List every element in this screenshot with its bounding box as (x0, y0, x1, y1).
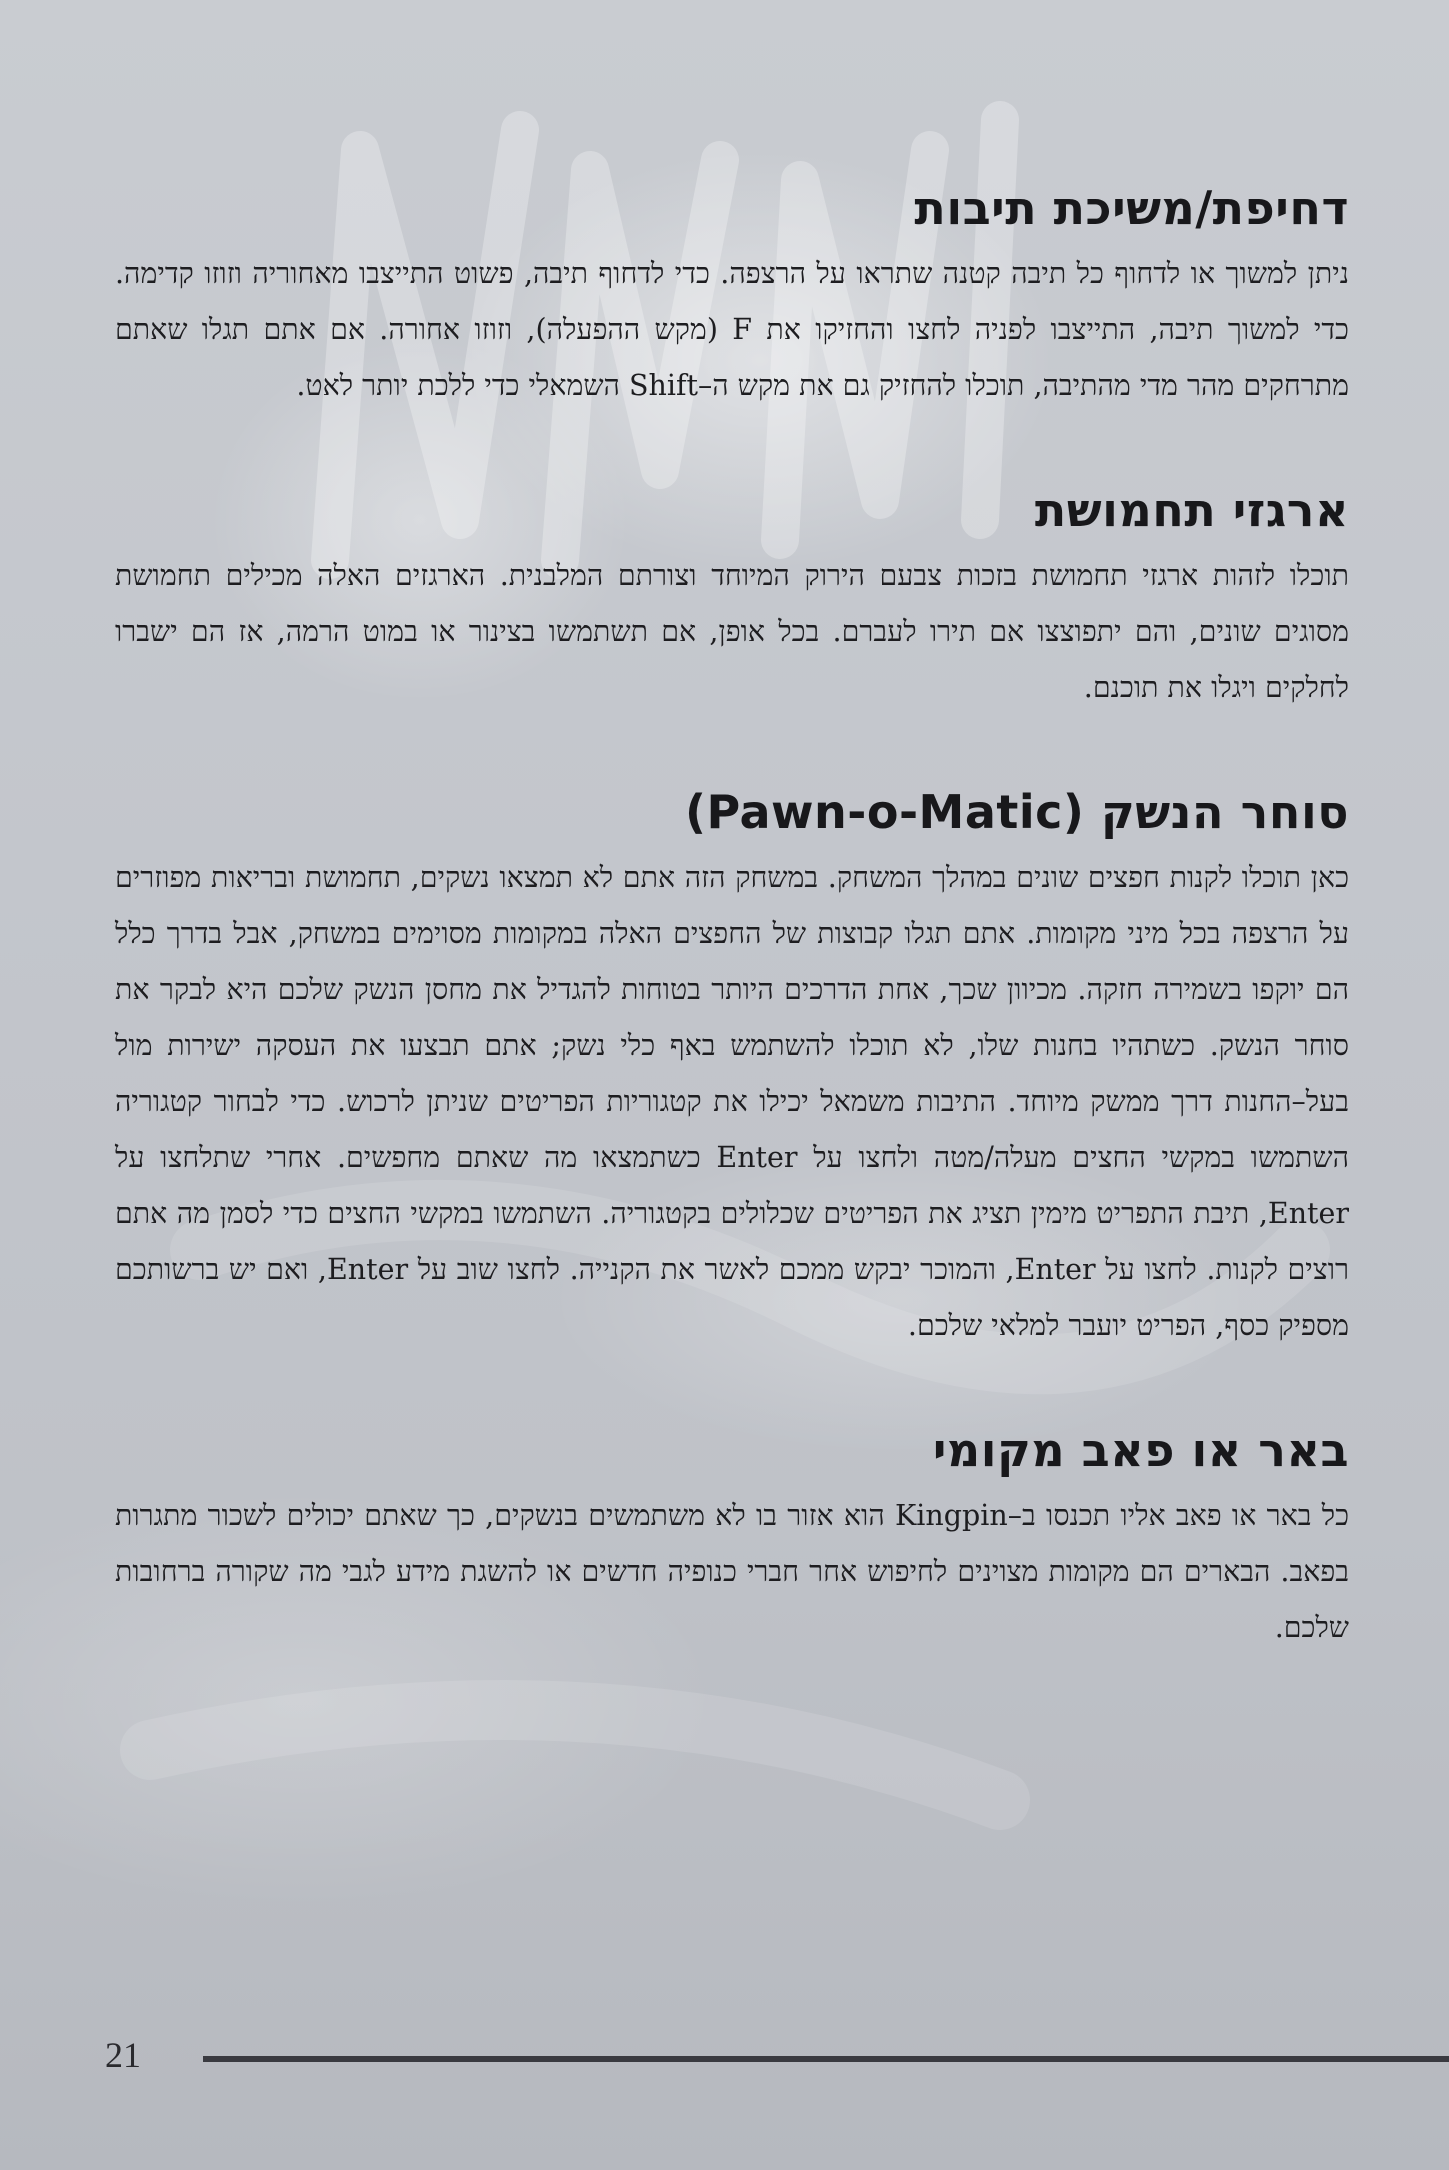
page-footer (105, 2028, 1449, 2088)
footer-divider (203, 2056, 1449, 2062)
section-pawn-o-matic (115, 774, 1349, 1354)
section-body: ניתן למשוך או לדחוף כל תיבה קטנה שתראו על הרצפה. כדי לדחוף תיבה, פשוט התייצבו מאחוריה וזוזו קדימה. כדי למשוך תיבה, התייצבו לפניה לחצו והחזיקו את F (מקש ההפעלה), וזוזו אחורה. אם אתם תגלו שאתם מתרחקים מהר מדי מהתיבה, תוכלו להחזיק גם את מקש ה–Shift השמאלי כדי ללכת יותר לאט. (115, 257, 1349, 402)
section-pushing-pulling-boxes (115, 170, 1349, 414)
section-body: כאן תוכלו לקנות חפצים שונים במהלך המשחק. במשחק הזה אתם לא תמצאו נשקים, תחמושת ובריאות מפוזרים על הרצפה בכל מיני מקומות. אתם תגלו קבוצות של החפצים האלה במקומות מסוימים במשחק, אבל בדרך כלל הם יוקפו בשמירה חזקה. מכיוון שכך, אחת הדרכים היותר בטוחות להגדיל את מחסן הנשק שלכם היא לבקר את סוחר הנשק. כשתהיו בחנות שלו, לא תוכלו להשתמש באף כלי נשק; אתם תבצעו את העסקה ישירות מול בעל–החנות דרך ממשק מיוחד. התיבות משמאל יכילו את קטגוריות הפריטים שניתן לרכוש. כדי לבחור קטגוריה השתמשו במקשי החצים מעלה/מטה ולחצו על Enter כשתמצאו מה שאתם מחפשים. אחרי שתלחצו על Enter, תיבת התפריט מימין תציג את הפריטים שכלולים בקטגוריה. השתמשו במקשי החצים כדי לסמן מה אתם רוצים לקנות. לחצו על Enter, והמוכר יבקש ממכם לאשר את הקנייה. לחצו שוב על Enter, ואם יש ברשותכם מספיק כסף, הפריט יועבר למלאי שלכם. (115, 861, 1350, 1342)
page-number: 21 (105, 2035, 141, 2075)
section-body: כל באר או פאב אליו תכנסו ב–Kingpin הוא אזור בו לא משתמשים בנשקים, כך שאתם יכולים לשכור מתגרות בפאב. הבארים הם מקומות מצוינים לחיפוש אחר חברי כנופיה חדשים או להשגת מידע לגבי מה שקורה ברחובות שלכם. (115, 1499, 1349, 1644)
page-content (115, 170, 1349, 1656)
section-body: תוכלו לזהות ארגזי תחמושת בזכות צבעם הירוק המיוחד וצורתם המלבנית. הארגזים האלה מכילים תחמושת מסוגים שונים, והם יתפוצצו אם תירו לעברם. בכל אופן, אם תשתמשו בצינור או במוט הרמה, אז הם ישברו לחלקים ויגלו את תוכנם. (115, 559, 1349, 704)
section-title: באר או פאב מקומי (932, 1423, 1349, 1477)
section-title: דחיפת/משיכת תיבות (914, 181, 1349, 235)
section-local-bar (115, 1412, 1349, 1656)
section-title: סוחר הנשק (Pawn-o-Matic) (684, 785, 1349, 839)
section-ammo-crates (115, 472, 1349, 716)
section-title: ארגזי תחמושת (1034, 483, 1349, 537)
